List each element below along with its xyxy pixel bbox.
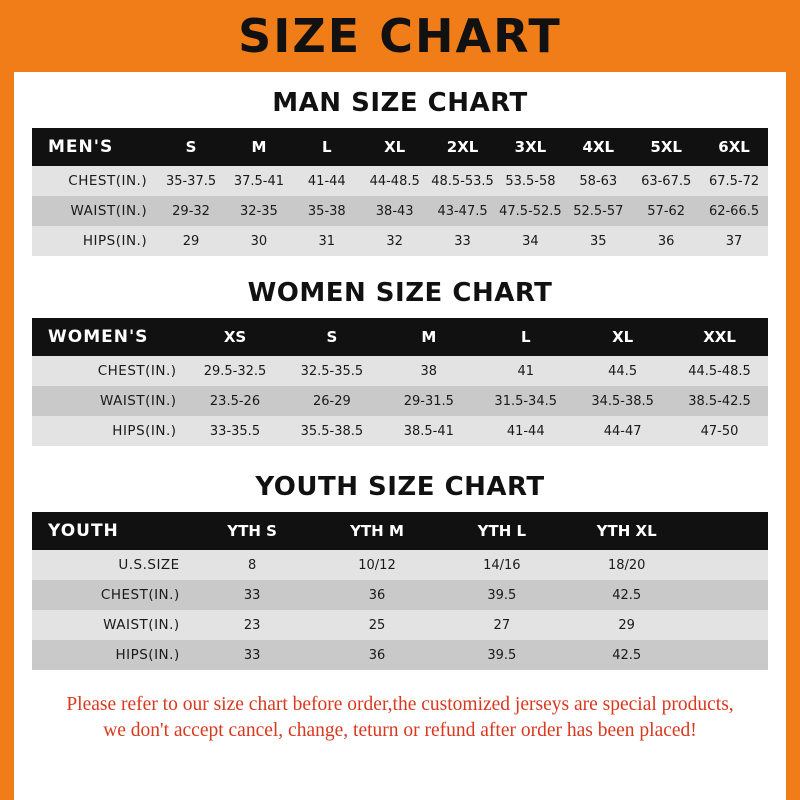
notice-line-2: we don't accept cancel, change, teturn or refund after order has been placed! <box>103 720 697 742</box>
row-label-waist: WAIST(IN.) <box>70 203 148 219</box>
page-title: SIZE CHART <box>238 9 562 63</box>
order-notice <box>32 692 768 745</box>
youth-size-table <box>32 512 768 670</box>
table-row <box>32 640 768 670</box>
cell: 44-48.5 <box>369 173 420 189</box>
cell: 44.5 <box>608 363 638 379</box>
header-cell-5xl: 5XL <box>650 138 682 156</box>
cell: 29-31.5 <box>403 393 454 409</box>
header-cell-yth-m: YTH M <box>350 522 404 540</box>
header-cell-label: YOUTH <box>48 521 119 541</box>
cell <box>689 610 768 640</box>
header-cell-s: S <box>326 328 338 346</box>
cell: 23 <box>243 617 261 633</box>
table-row <box>32 356 768 386</box>
header-cell-xxl: XXL <box>703 328 736 346</box>
cell: 10/12 <box>358 557 396 573</box>
header-cell-label: WOMEN'S <box>48 327 149 347</box>
row-label-chest: CHEST(IN.) <box>97 363 177 379</box>
cell: 39.5 <box>487 587 517 603</box>
cell <box>689 640 768 670</box>
header-cell-l: L <box>322 138 332 156</box>
cell: 29-32 <box>172 203 210 219</box>
section-title-youth: YOUTH SIZE CHART <box>255 472 545 502</box>
header-cell-l: L <box>520 328 531 346</box>
header-cell-yth-l: YTH L <box>477 522 527 540</box>
header-cell-label: MEN'S <box>48 137 114 157</box>
cell: 18/20 <box>607 557 646 573</box>
cell: 32-35 <box>240 203 278 219</box>
table-row <box>32 580 768 610</box>
cell: 33 <box>243 647 261 663</box>
cell: 35.5-38.5 <box>300 423 364 439</box>
header-cell-4xl: 4XL <box>582 138 615 156</box>
table-row <box>32 610 768 640</box>
header-cell-xl: XL <box>384 138 406 156</box>
header-cell-yth-xl: YTH XL <box>596 522 657 540</box>
header-cell-2xl: 2XL <box>446 138 479 156</box>
header-cell-yth-s: YTH S <box>227 522 277 540</box>
cell: 34.5-38.5 <box>591 393 654 409</box>
cell: 47.5-52.5 <box>499 203 562 219</box>
table-header-row <box>32 128 768 166</box>
table-row <box>32 386 768 416</box>
cell: 25 <box>368 617 386 633</box>
table-row <box>32 226 768 256</box>
cell: 57-62 <box>647 203 686 219</box>
cell: 37 <box>725 233 743 249</box>
cell: 23.5-26 <box>209 393 261 409</box>
cell: 67.5-72 <box>708 173 760 189</box>
cell: 36 <box>368 647 386 663</box>
section-title-man: MAN SIZE CHART <box>272 88 528 118</box>
cell: 44.5-48.5 <box>688 363 751 379</box>
cell: 26-29 <box>313 393 351 409</box>
header-cell-xs: XS <box>223 328 247 346</box>
cell: 29.5-32.5 <box>203 363 267 379</box>
cell: 33 <box>243 587 261 603</box>
cell: 53.5-58 <box>505 173 556 189</box>
row-label-chest: CHEST(IN.) <box>68 173 148 189</box>
cell: 42.5 <box>612 587 642 603</box>
cell: 43-47.5 <box>437 203 488 219</box>
cell <box>689 580 768 610</box>
header-cell-6xl: 6XL <box>718 138 750 156</box>
cell: 35-38 <box>307 203 346 219</box>
header-cell-s: S <box>185 138 197 156</box>
row-label-hips: HIPS(IN.) <box>115 647 180 663</box>
header-cell-m: M <box>421 328 437 346</box>
cell: 44-47 <box>603 423 642 439</box>
cell: 27 <box>493 617 511 633</box>
cell: 29 <box>182 233 200 249</box>
cell: 36 <box>657 233 675 249</box>
cell: 62-66.5 <box>708 203 760 219</box>
women-size-table <box>32 318 768 446</box>
cell: 32 <box>386 233 403 249</box>
cell: 14/16 <box>483 557 521 573</box>
cell: 31 <box>318 233 336 249</box>
cell: 38.5-42.5 <box>688 393 751 409</box>
cell: 29 <box>618 617 635 633</box>
row-label-chest: CHEST(IN.) <box>100 587 180 603</box>
table-header-row <box>32 318 768 356</box>
table-row <box>32 550 768 580</box>
cell: 8 <box>248 557 257 573</box>
cell: 63-67.5 <box>641 173 692 189</box>
chart-content <box>14 88 786 745</box>
cell: 58-63 <box>579 173 618 189</box>
section-title-women: WOMEN SIZE CHART <box>247 278 553 308</box>
cell: 38 <box>420 363 438 379</box>
row-label-waist: WAIST(IN.) <box>103 617 180 633</box>
cell: 32.5-35.5 <box>300 363 364 379</box>
cell: 36 <box>368 587 386 603</box>
table-row <box>32 416 768 446</box>
cell: 34 <box>522 233 539 249</box>
header-cell-m: M <box>251 138 267 156</box>
cell: 33 <box>454 233 471 249</box>
cell: 35-37.5 <box>165 173 217 189</box>
row-label-hips: HIPS(IN.) <box>112 423 177 439</box>
table-row <box>32 196 768 226</box>
header-cell-xl: XL <box>612 328 634 346</box>
cell: 35 <box>590 233 607 249</box>
cell: 31.5-34.5 <box>494 393 558 409</box>
cell: 48.5-53.5 <box>431 173 494 189</box>
row-label-hips: HIPS(IN.) <box>82 233 148 249</box>
row-label-us-size: U.S.SIZE <box>118 557 180 573</box>
table-header-row <box>32 512 768 550</box>
cell: 47-50 <box>700 423 739 439</box>
cell: 41 <box>517 363 534 379</box>
section-women <box>32 278 768 446</box>
cell: 33-35.5 <box>209 423 261 439</box>
row-label-waist: WAIST(IN.) <box>99 393 177 409</box>
section-man <box>32 88 768 256</box>
cell: 41-44 <box>307 173 346 189</box>
cell: 38.5-41 <box>403 423 454 439</box>
cell: 37.5-41 <box>233 173 285 189</box>
cell: 52.5-57 <box>573 203 624 219</box>
page-banner <box>0 0 800 72</box>
cell: 39.5 <box>487 647 517 663</box>
cell: 38-43 <box>375 203 414 219</box>
header-cell-3xl: 3XL <box>514 138 547 156</box>
table-row <box>32 166 768 196</box>
section-youth <box>32 472 768 670</box>
notice-line-1: Please refer to our size chart before order,the customized jerseys are special products, <box>66 694 734 715</box>
man-size-table <box>32 128 768 256</box>
header-cell-blank <box>689 512 768 550</box>
cell: 41-44 <box>506 423 545 439</box>
cell: 42.5 <box>612 647 642 663</box>
cell <box>689 550 768 580</box>
cell: 30 <box>250 233 268 249</box>
